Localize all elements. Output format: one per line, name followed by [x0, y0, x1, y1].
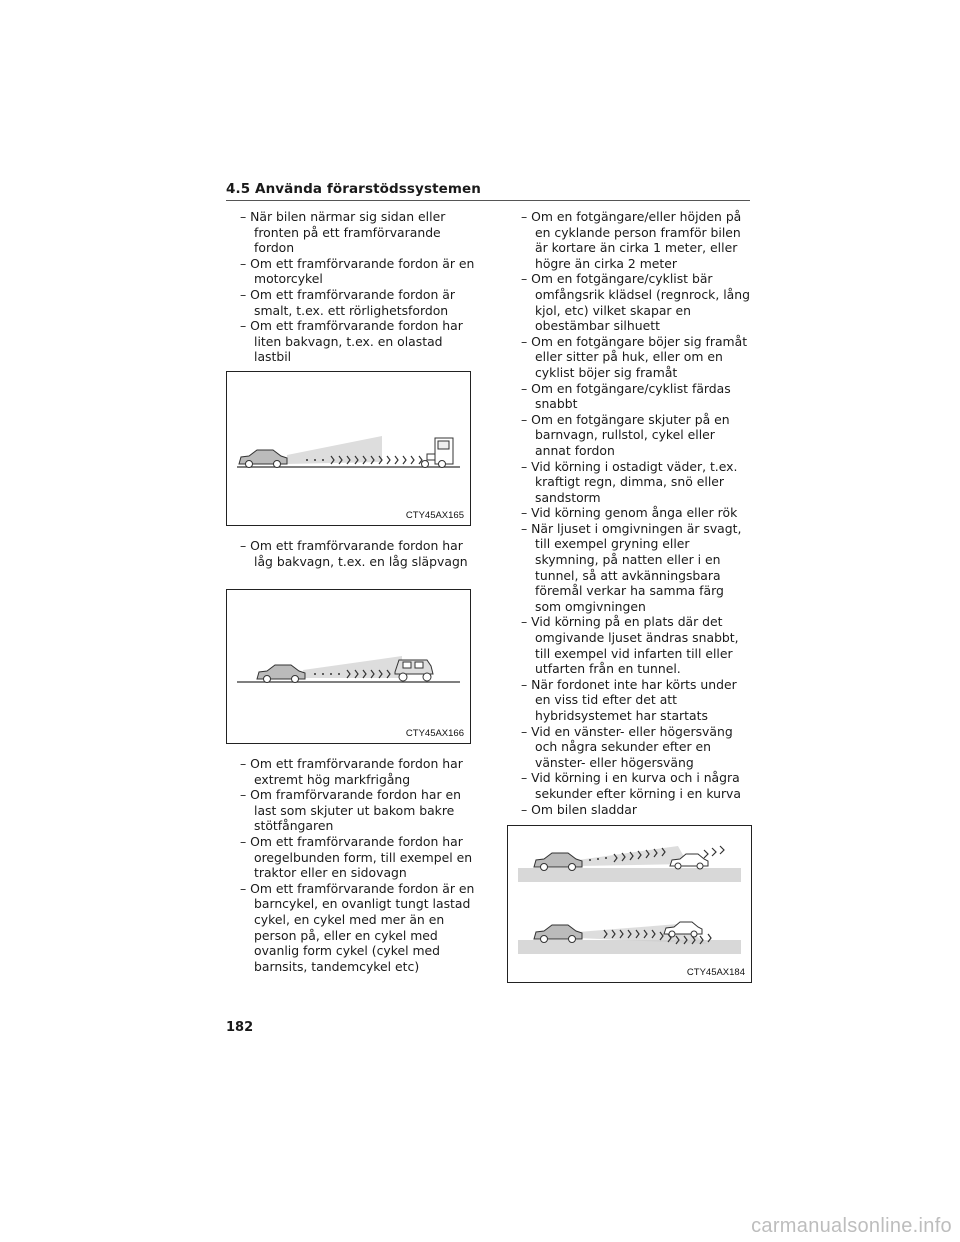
own-car: [257, 665, 305, 683]
figure-code: CTY45AX184: [686, 967, 745, 978]
list-item: – Om en fotgängare/cyklist bär omfångsrik klädsel (regnrock, lång kjol, etc) vilket skapar en obestämbar silhuett: [521, 271, 750, 334]
own-car: [239, 450, 287, 468]
list-item: – Om en fotgängare skjuter på en barnvagn, rullstol, cykel eller annat fordon: [521, 411, 730, 458]
section-title: 4.5 Använda förarstödssystemen: [226, 181, 482, 197]
figure-low-trailer: [226, 589, 471, 744]
list-item: – Vid körning i ostadigt väder, t.ex. kraftigt regn, dimma, snö eller sandstorm: [521, 458, 738, 505]
list-item: – När fordonet inte har körts under en viss tid efter det att hybridsystemet har startats: [521, 676, 737, 723]
list-item: – Vid körning i en kurva och i några sekunder efter körning i en kurva: [521, 770, 741, 801]
own-car-top: [534, 853, 582, 871]
right-list: [521, 209, 753, 817]
list-item: – Om ett framförvarande fordon har oregelbunden form, till exempel en traktor eller en sidovagn: [240, 833, 473, 881]
page-number: 182: [226, 1020, 254, 1035]
figure-curve-skid: [507, 825, 752, 983]
watermark: carmanualsonline.info: [751, 1215, 952, 1237]
left-list-group-2: [240, 538, 476, 569]
truck: [422, 438, 454, 468]
list-item: – Vid körning på en plats där det omgivande ljuset ändras snabbt, till exempel vid infarten till eller utfarten från en tunnel.: [521, 614, 739, 677]
list-item: – Om ett framförvarande fordon är en motorcykel: [240, 255, 475, 287]
list-item: – Om en fotgängare böjer sig framåt eller sitter på huk, eller om en cyklist böjer sig framåt: [521, 333, 748, 380]
figure-code: CTY45AX165: [405, 510, 464, 521]
list-item: – Om framförvarande fordon har en last som skjuter ut bakom bakre stötfångaren: [240, 787, 461, 834]
list-item: – Om bilen sladdar: [521, 801, 637, 817]
list-item: – Om ett framförvarande fordon har extremt hög markfrigång: [240, 756, 463, 787]
left-list-group-3: [240, 756, 476, 974]
curve-skid-illustration: [508, 826, 751, 982]
list-item: – Om en fotgängare/cyklist färdas snabbt: [521, 380, 731, 412]
truck-illustration: [227, 372, 470, 525]
list-item: – Om ett framförvarande fordon är smalt, t.ex. ett rörlighetsfordon: [240, 286, 455, 318]
list-item: – Om ett framförvarande fordon har liten bakvagn, t.ex. en olastad lastbil: [240, 318, 463, 365]
figure-code: CTY45AX166: [405, 728, 464, 739]
list-item: – Om ett framförvarande fordon är en barncykel, en ovanligt tungt lastad cykel, en cykel med mer än en person på, eller en cykel med ovanlig form cykel (cykel med barnsits, tandemcykel etc): [240, 880, 475, 974]
own-car-bottom: [534, 925, 582, 943]
list-item: – Om ett framförvarande fordon har låg bakvagn, t.ex. en låg släpvagn: [240, 538, 468, 569]
trailer-illustration: [227, 590, 470, 743]
left-list-group-1: [240, 209, 476, 365]
list-item: – När ljuset i omgivningen är svagt, till exempel gryning eller skymning, på natten eller i en tunnel, så att avkänningsbara föremål verkar ha samma färg som omgivningen: [521, 520, 742, 614]
trailer-vehicle: [395, 660, 433, 681]
list-item: – När bilen närmar sig sidan eller fronten på ett framförvarande fordon: [240, 209, 446, 256]
section-header: [226, 178, 750, 201]
list-item: – Vid en vänster- eller högersväng och några sekunder efter en vänster- eller högersväng: [521, 723, 733, 770]
list-item: – Vid körning genom ånga eller rök: [521, 505, 738, 521]
list-item: – Om en fotgängare/eller höjden på en cyklande person framför bilen är kortare än cirka 1 meter, eller högre än cirka 2 meter: [521, 209, 742, 271]
figure-unloaded-truck: [226, 371, 471, 526]
